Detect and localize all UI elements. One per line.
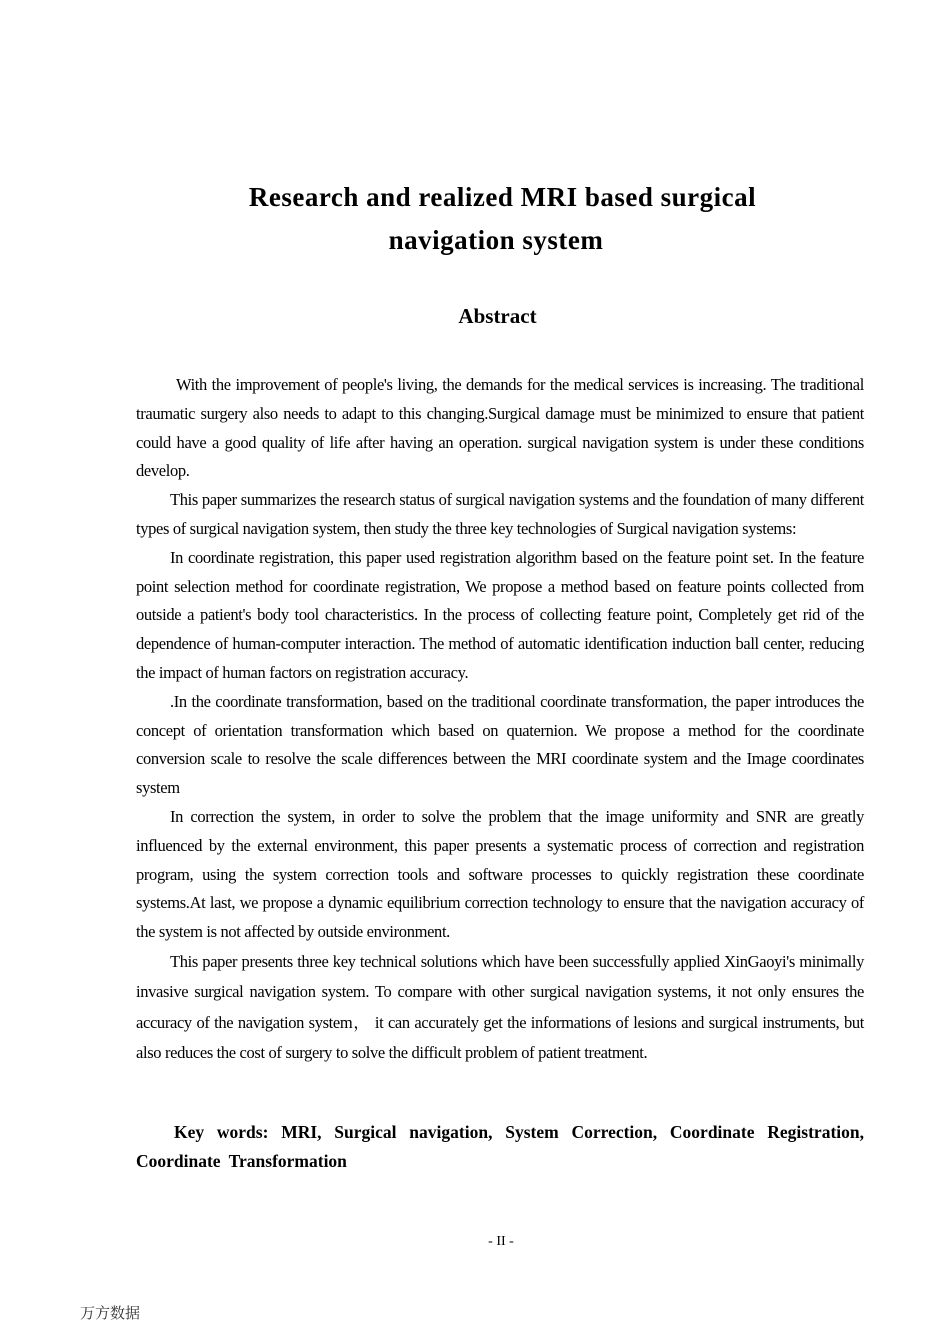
abstract-paragraph-3: In coordinate registration, this paper used registration algorithm based on the feature point set. In the feature point selection method for coordinate registration, We propose a method based on feature points collected from outside a patient's body tool characteristics. In the process of collecting feature point, Completely get rid of the dependence of human-computer interaction. The method of automatic identification induction ball center, reducing the impact of human factors on registration accuracy. (136, 547, 864, 682)
abstract-paragraph-5: In correction the system, in order to solve the problem that the image uniformity and SNR are greatly influenced by the external environment, this paper presents a systematic process of correction and registration program, using the system correction tools and software processes to quickly registration these coordinate systems.At last, we propose a dynamic equilibrium correction technology to ensure that the navigation accuracy of the system is not affected by outside environment. (136, 806, 864, 942)
keywords: Key words: MRI, Surgical navigation, System Correction, Coordinate Registration, Coordinate Transformation (136, 1122, 864, 1171)
abstract-paragraph-6: This paper presents three key technical solutions which have been successfully applied XinGaoyi's minimally invasive surgical navigation system. To compare with other surgical navigation systems, it not only ensures the accuracy of the navigation system， it can accurately get the informations of lesions and surgical instruments, but also reduces the cost of surgery to solve the difficult problem of patient treatment. (136, 951, 864, 1063)
abstract-paragraph-4: .In the coordinate transformation, based on the traditional coordinate transformation, the paper introduces the concept of orientation transformation which based on quaternion. We propose a method for the coordinate conversion scale to resolve the scale differences between the MRI coordinate system and the Image coordinates system (136, 691, 864, 798)
abstract-heading: Abstract (458, 304, 537, 328)
title-line-2: navigation system (388, 225, 604, 255)
abstract-paragraph-1: With the improvement of people's living, the demands for the medical services is increasing. The traditional traumatic surgery also needs to adapt to this changing.Surgical damage must be minimized to ensure that patient could have a good quality of life after having an operation. surgical navigation system is under these conditions develop. (136, 375, 864, 481)
document-title (0, 176, 950, 262)
abstract-paragraph-2: This paper summarizes the research status of surgical navigation systems and the foundation of many different types of surgical navigation system, then study the three key technologies of Surgical navigation systems: (136, 490, 864, 538)
abstract-body (136, 371, 864, 1069)
page-number: - II - (488, 1234, 514, 1249)
title-line-1: Research and realized MRI based surgical (248, 182, 757, 212)
watermark: 万方数据 (80, 1304, 141, 1322)
